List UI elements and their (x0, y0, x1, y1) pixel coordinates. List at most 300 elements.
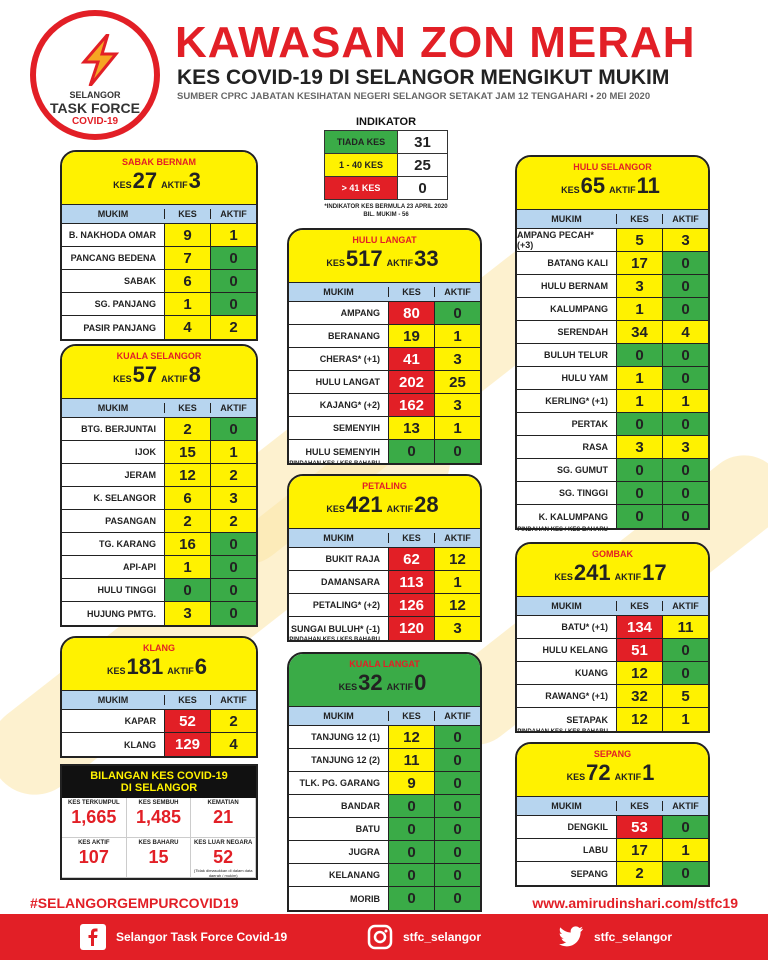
mukim-name: HULU SEMENYIH (305, 446, 380, 457)
table-row (517, 862, 708, 885)
indicator-value: 0 (397, 177, 447, 199)
mukim-name: DAMANSARA (321, 577, 380, 587)
aktif-total: 3 (188, 168, 201, 193)
indicator-row (324, 130, 448, 154)
kes-value: 6 (164, 270, 210, 292)
kes-value: 3 (616, 275, 662, 297)
stat-cell (62, 838, 127, 878)
district-header (62, 638, 256, 690)
aktif-total: 17 (642, 560, 667, 585)
district-header (289, 476, 480, 528)
table-row (517, 639, 708, 662)
indicator-note-2: BIL. MUKIM - 56 (363, 212, 409, 218)
table-row (62, 247, 256, 270)
column-header-mukim: MUKIM (551, 601, 582, 611)
district-header (517, 744, 708, 796)
kes-value: 0 (616, 344, 662, 366)
kes-total: 421 (345, 492, 383, 517)
kes-value: 17 (616, 252, 662, 274)
kes-value: 80 (388, 302, 434, 324)
kes-value: 32 (616, 685, 662, 707)
table-row (517, 229, 708, 252)
table-row (517, 459, 708, 482)
aktif-value: 0 (210, 418, 256, 440)
table-row (517, 298, 708, 321)
mukim-name: HUJUNG PMTG. (86, 608, 156, 619)
mukim-name: PASANGAN (105, 516, 156, 526)
table-row (289, 417, 480, 440)
logo (30, 10, 160, 140)
table-header (62, 204, 256, 224)
table-row (517, 390, 708, 413)
stat-label: KES BAHARU (138, 840, 179, 846)
kes-total: 27 (132, 168, 158, 193)
table-row (517, 344, 708, 367)
table-row (517, 505, 708, 528)
aktif-value: 0 (662, 482, 708, 504)
mukim-name: BTG. BERJUNTAI (81, 424, 156, 434)
table-row (517, 367, 708, 390)
mukim-name: BULUH TELUR (544, 350, 608, 360)
kes-value: 12 (616, 708, 662, 731)
kes-value: 17 (616, 839, 662, 861)
stat-label: KEMATIAN (207, 800, 239, 806)
table-header (517, 796, 708, 816)
aktif-value: 5 (662, 685, 708, 707)
mukim-name: SG. TINGGI (558, 488, 608, 498)
footer-bar (0, 914, 768, 960)
aktif-total: 28 (414, 492, 439, 517)
kes-label: KES (566, 772, 586, 782)
mukim-name: KELANANG (329, 870, 380, 880)
kes-value: 12 (616, 662, 662, 684)
table-row (62, 579, 256, 602)
kes-value: 15 (164, 441, 210, 463)
column-header-kes: KES (616, 214, 662, 224)
kes-value: 9 (388, 772, 434, 794)
aktif-value: 4 (210, 733, 256, 756)
kes-value: 113 (388, 571, 434, 593)
aktif-value: 0 (434, 818, 480, 840)
mukim-name: PETALING* (+2) (312, 600, 380, 610)
table-row (289, 325, 480, 348)
kes-value: 3 (616, 436, 662, 458)
table-row (517, 252, 708, 275)
stat-note: (Tidak dimasukkan di dalam data daerah / mukim) (193, 868, 253, 878)
stat-label: KES LUAR NEGARA (193, 840, 253, 846)
kes-value: 12 (164, 464, 210, 486)
stats-title-1: BILANGAN KES COVID-19 (90, 770, 228, 782)
twitter-icon (558, 924, 584, 950)
table-row (289, 887, 480, 910)
kes-value: 202 (388, 371, 434, 393)
indicator-note-1: *INDIKATOR KES BERMULA 23 APRIL 2020 (324, 204, 448, 210)
twitter-link[interactable] (558, 924, 672, 950)
kes-total: 517 (345, 246, 383, 271)
table-row (62, 224, 256, 247)
mukim-name: HULU BERNAM (541, 281, 608, 291)
indicator-legend (324, 116, 448, 219)
kes-label: KES (326, 258, 345, 268)
mukim-name: BANDAR (341, 801, 380, 811)
aktif-value: 0 (662, 413, 708, 435)
table-row (289, 548, 480, 571)
aktif-label: AKTIF (386, 682, 414, 692)
aktif-value: 0 (662, 298, 708, 320)
mukim-name: SEMENYIH (332, 423, 380, 433)
indicator-label: 1 - 40 KES (325, 154, 397, 176)
kes-value: 52 (164, 710, 210, 732)
aktif-total: 11 (636, 173, 660, 198)
page-title: KAWASAN ZON MERAH (175, 18, 696, 67)
district-header (517, 544, 708, 596)
district-totals (62, 362, 256, 388)
mukim-name: BUKIT RAJA (325, 554, 380, 564)
aktif-value: 3 (434, 617, 480, 640)
aktif-value: 0 (662, 459, 708, 481)
aktif-value: 1 (662, 839, 708, 861)
column-header-kes: KES (388, 711, 434, 721)
district-name: KLANG (143, 643, 175, 653)
pindahan-note: *PINDAHAN KES / KES BAHARU (515, 527, 609, 533)
aktif-value: 0 (210, 602, 256, 625)
lightning-bolt-icon (78, 34, 122, 86)
kes-value: 134 (616, 616, 662, 638)
mukim-name: PERTAK (571, 419, 608, 429)
column-header-aktif: AKTIF (210, 695, 256, 705)
indicator-label: > 41 KES (325, 177, 397, 199)
column-header-mukim: MUKIM (97, 695, 129, 705)
source-note: SUMBER CPRC JABATAN KESIHATAN NEGERI SELANGOR SETAKAT JAM 12 TENGAHARI • 20 MEI 2020 (177, 91, 651, 102)
kes-value: 0 (616, 482, 662, 504)
column-header-mukim: MUKIM (551, 801, 582, 811)
mukim-name: HULU KELANG (542, 645, 608, 655)
column-header-mukim: MUKIM (323, 287, 354, 297)
aktif-total: 6 (194, 654, 207, 679)
kes-value: 129 (164, 733, 210, 756)
pindahan-note: *PINDAHAN KES / KES BAHARU (287, 461, 381, 467)
kes-value: 0 (388, 864, 434, 886)
pindahan-note: *PINDAHAN KES / KES BAHARU (515, 729, 609, 735)
district-header (62, 346, 256, 398)
kes-value: 2 (164, 510, 210, 532)
aktif-value: 1 (434, 325, 480, 347)
district-card-sabak-bernam (60, 150, 258, 341)
column-header-mukim: MUKIM (551, 214, 582, 224)
facebook-link[interactable] (80, 924, 287, 950)
aktif-value: 3 (662, 229, 708, 251)
kes-value: 6 (164, 487, 210, 509)
kes-value: 0 (388, 818, 434, 840)
kes-value: 1 (616, 390, 662, 412)
kes-value: 162 (388, 394, 434, 416)
logo-line2: TASK FORCE (50, 100, 140, 116)
district-totals (62, 168, 256, 194)
table-row (289, 394, 480, 417)
aktif-value: 0 (662, 252, 708, 274)
kes-value: 19 (388, 325, 434, 347)
column-header-mukim: MUKIM (323, 711, 354, 721)
aktif-value: 0 (662, 662, 708, 684)
mukim-name: SEPANG (570, 868, 608, 879)
aktif-value: 0 (434, 795, 480, 817)
column-header-aktif: AKTIF (434, 533, 480, 543)
logo-line1: SELANGOR (69, 90, 121, 100)
table-row (517, 413, 708, 436)
kes-value: 13 (388, 417, 434, 439)
table-row (517, 275, 708, 298)
aktif-value: 0 (210, 293, 256, 315)
district-header (517, 157, 708, 209)
aktif-label: AKTIF (614, 772, 642, 782)
kes-value: 5 (616, 229, 662, 251)
aktif-value: 0 (434, 726, 480, 748)
table-row (517, 685, 708, 708)
indicator-title: INDIKATOR (355, 116, 417, 128)
table-row (289, 302, 480, 325)
stat-value: 107 (78, 847, 109, 867)
aktif-value: 1 (210, 441, 256, 463)
table-header (517, 596, 708, 616)
aktif-value: 0 (662, 862, 708, 885)
table-row (62, 464, 256, 487)
aktif-value: 2 (210, 316, 256, 339)
aktif-total: 33 (414, 246, 439, 271)
table-row (62, 487, 256, 510)
aktif-value: 0 (210, 556, 256, 578)
instagram-link[interactable] (367, 924, 481, 950)
mukim-name: K. KALUMPANG (538, 511, 608, 522)
mukim-name: IJOK (134, 447, 156, 457)
district-card-hulu-langat (287, 228, 482, 465)
district-card-kuala-langat (287, 652, 482, 912)
mukim-name: BATU* (+1) (561, 622, 608, 632)
aktif-value: 1 (662, 390, 708, 412)
district-name: SABAK BERNAM (122, 157, 196, 167)
table-header (289, 282, 480, 302)
mukim-name: CHERAS* (+1) (319, 354, 380, 364)
column-header-mukim: MUKIM (323, 533, 354, 543)
facebook-label: Selangor Task Force Covid-19 (116, 930, 288, 944)
table-row (517, 436, 708, 459)
table-row (517, 321, 708, 344)
table-row (517, 816, 708, 839)
kes-value: 120 (388, 617, 434, 640)
table-row (289, 749, 480, 772)
kes-label: KES (113, 180, 132, 190)
column-header-kes: KES (164, 209, 210, 219)
column-header-mukim: MUKIM (97, 209, 129, 219)
column-header-aktif: AKTIF (662, 801, 708, 811)
aktif-value: 0 (434, 440, 480, 463)
kes-label: KES (338, 682, 358, 692)
kes-value: 4 (164, 316, 210, 339)
mukim-name: TG. KARANG (99, 539, 156, 549)
mukim-name: SG. PANJANG (94, 299, 156, 309)
kes-value: 0 (388, 887, 434, 910)
mukim-name: AMPANG (340, 308, 380, 318)
aktif-value: 0 (434, 749, 480, 771)
aktif-value: 11 (662, 616, 708, 638)
table-row (289, 726, 480, 749)
aktif-value: 0 (662, 816, 708, 838)
column-header-aktif: AKTIF (662, 601, 708, 611)
mukim-name: TLK. PG. GARANG (299, 778, 380, 788)
kes-value: 34 (616, 321, 662, 343)
column-header-kes: KES (164, 403, 210, 413)
stat-cell (127, 838, 192, 878)
mukim-name: AMPANG PECAH* (+3) (517, 230, 594, 250)
aktif-value: 0 (434, 887, 480, 910)
table-header (289, 706, 480, 726)
table-row (517, 708, 708, 731)
website-link[interactable]: www.amirudinshari.com/stfc19 (532, 895, 738, 911)
table-row (289, 864, 480, 887)
table-row (62, 733, 256, 756)
column-header-mukim: MUKIM (97, 403, 129, 413)
kes-label: KES (107, 666, 126, 676)
column-header-aktif: AKTIF (210, 209, 256, 219)
mukim-name: BATU (355, 824, 380, 834)
column-header-aktif: AKTIF (434, 287, 480, 297)
aktif-value: 1 (434, 417, 480, 439)
kes-value: 1 (164, 556, 210, 578)
mukim-name: KALUMPANG (550, 304, 608, 314)
district-name: HULU LANGAT (352, 235, 417, 245)
instagram-icon (367, 924, 393, 950)
table-row (289, 795, 480, 818)
table-row (289, 440, 480, 463)
table-row (289, 841, 480, 864)
kes-value: 41 (388, 348, 434, 370)
kes-label: KES (561, 185, 580, 195)
aktif-value: 0 (210, 247, 256, 269)
indicator-value: 31 (397, 131, 447, 153)
aktif-value: 0 (210, 533, 256, 555)
table-row (62, 556, 256, 579)
table-row (62, 710, 256, 733)
aktif-value: 4 (662, 321, 708, 343)
aktif-value: 0 (662, 275, 708, 297)
aktif-value: 3 (434, 348, 480, 370)
district-card-sepang (515, 742, 710, 887)
table-row (62, 441, 256, 464)
mukim-name: PANCANG BEDENA (70, 253, 156, 263)
mukim-name: SABAK (123, 276, 156, 286)
kes-total: 72 (586, 760, 611, 785)
table-row (62, 293, 256, 316)
mukim-name: JUGRA (348, 847, 380, 857)
mukim-name: K. SELANGOR (93, 493, 156, 503)
column-header-kes: KES (616, 801, 662, 811)
aktif-value: 1 (662, 708, 708, 731)
aktif-total: 8 (188, 362, 201, 387)
mukim-name: KUANG (575, 668, 608, 678)
mukim-name: PASIR PANJANG (83, 322, 156, 333)
stat-value: 1,665 (71, 807, 117, 827)
mukim-name: SG. GUMUT (557, 465, 608, 475)
mukim-name: BATANG KALI (547, 258, 608, 268)
aktif-label: AKTIF (614, 572, 642, 582)
table-header (62, 398, 256, 418)
aktif-label: AKTIF (167, 666, 194, 676)
table-row (289, 772, 480, 795)
kes-value: 3 (164, 602, 210, 625)
kes-value: 9 (164, 224, 210, 246)
table-row (517, 616, 708, 639)
column-header-kes: KES (164, 695, 210, 705)
district-card-petaling (287, 474, 482, 642)
mukim-name: KLANG (124, 739, 156, 750)
district-card-gombak (515, 542, 710, 733)
district-totals (517, 173, 708, 199)
twitter-label: stfc_selangor (594, 930, 673, 944)
kes-value: 1 (616, 367, 662, 389)
aktif-value: 1 (434, 571, 480, 593)
kes-value: 1 (616, 298, 662, 320)
kes-value: 16 (164, 533, 210, 555)
stat-cell (127, 798, 192, 838)
aktif-value: 25 (434, 371, 480, 393)
stat-label: KES TERKUMPUL (67, 800, 120, 806)
district-name: SEPANG (593, 749, 632, 759)
pindahan-note: *PINDAHAN KES / KES BAHARU (287, 637, 381, 643)
stat-cell (191, 798, 256, 838)
mukim-name: JERAM (124, 470, 156, 480)
district-totals (517, 560, 708, 586)
aktif-label: AKTIF (609, 185, 636, 195)
aktif-label: AKTIF (161, 374, 188, 384)
mukim-name: B. NAKHODA OMAR (68, 230, 156, 240)
aktif-value: 0 (434, 772, 480, 794)
column-header-aktif: AKTIF (662, 214, 708, 224)
stats-title-2: DI SELANGOR (120, 782, 198, 794)
aktif-label: AKTIF (386, 258, 414, 268)
district-card-hulu-selangor (515, 155, 710, 530)
kes-value: 0 (164, 579, 210, 601)
kes-value: 11 (388, 749, 434, 771)
stat-value: 52 (213, 847, 234, 867)
kes-total: 181 (126, 654, 164, 679)
stat-label: KES AKTIF (78, 840, 110, 846)
table-row (289, 594, 480, 617)
district-totals (289, 246, 480, 272)
aktif-value: 12 (434, 594, 480, 616)
stat-value: 1,485 (135, 807, 182, 827)
district-header (289, 230, 480, 282)
kes-label: KES (554, 572, 573, 582)
kes-label: KES (113, 374, 132, 384)
mukim-name: RAWANG* (+1) (545, 691, 608, 701)
aktif-total: 0 (414, 670, 427, 695)
aktif-value: 0 (662, 344, 708, 366)
aktif-label: AKTIF (386, 504, 414, 514)
aktif-value: 12 (434, 548, 480, 570)
table-row (62, 418, 256, 441)
instagram-label: stfc_selangor (403, 930, 482, 944)
table-row (62, 270, 256, 293)
aktif-value: 0 (662, 505, 708, 528)
aktif-value: 0 (434, 302, 480, 324)
kes-value: 0 (616, 413, 662, 435)
table-row (289, 371, 480, 394)
kes-value: 0 (388, 841, 434, 863)
table-row (517, 662, 708, 685)
table-row (62, 316, 256, 339)
mukim-name: KAPAR (124, 716, 156, 726)
district-totals (517, 760, 708, 786)
table-header (517, 209, 708, 229)
